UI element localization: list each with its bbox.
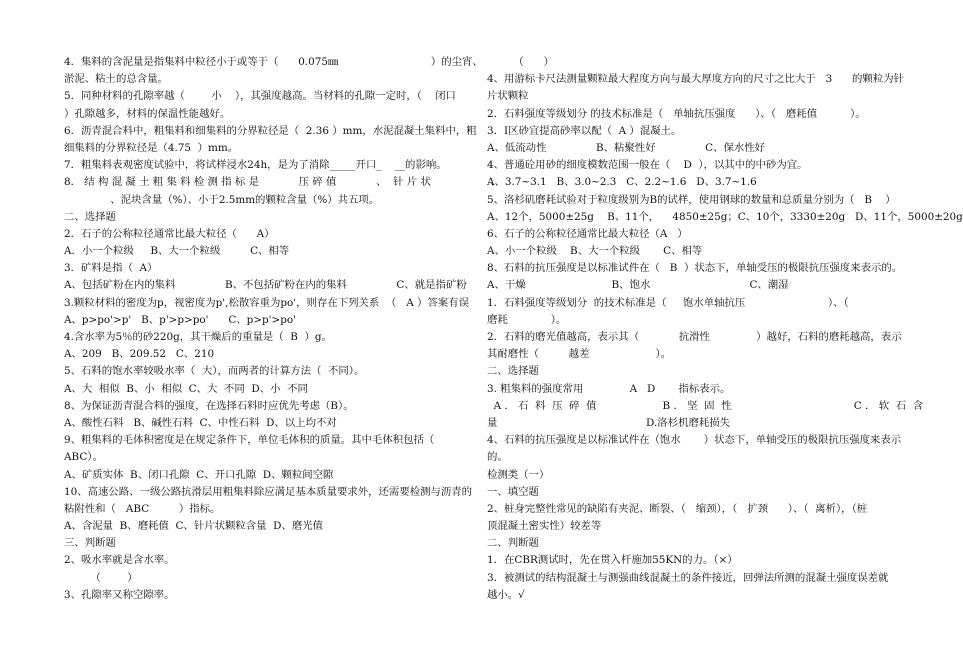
text-line: A、小一个粒级 B、大一个粒级 C、相等 <box>487 245 703 258</box>
text-line: A、矿质实体 B、闭口孔隙 C、开口孔隙 D、颗粒间空隙 <box>64 468 334 481</box>
text-line: 4.含水率为5％的砂220g，其干燥后的重量是（ B ）g。 <box>64 331 332 343</box>
text-line: 、泥块含量（%）、小于2.5mm的颗粒含量（%）共五项。 <box>64 193 380 206</box>
section-heading: 二、判断题 <box>487 537 539 550</box>
text-line: A、干燥 B、饱水 C、潮湿 <box>487 279 789 292</box>
text-line: 淤泥、粘土的总含量。 <box>64 73 168 86</box>
text-line: 量 D.洛杉机磨耗损失 <box>487 416 731 429</box>
section-heading: 一、填空题 <box>487 485 539 498</box>
text-line: A、包括矿粉在内的集料 B、不包括矿粉在内的集料 C、就是指矿粉 <box>64 279 467 292</box>
text-line: 磨耗 ）。 <box>487 313 567 326</box>
text-line: 顶混凝土密实性）较差等 <box>487 520 602 533</box>
text-line: 5、洛杉矶磨耗试验对于粒度级别为B的试样，使用钢球的数量和总质量分别为（ B ） <box>487 193 896 206</box>
section-heading: 三、判断题 <box>64 537 116 550</box>
section-heading: 二、选择题 <box>487 365 539 378</box>
text-line: A、大 相似 B、小 相似 C、大 不同 D、小 不同 <box>64 382 308 395</box>
text-line: A、12个，5000±25g B、11个， 4850±25g；C、10个，3330±20g D、11个，5000±20g <box>487 210 963 223</box>
text-line: 2．石料强度等级划分 的技术标准是（ 单轴抗压强度 ）、（ 磨耗值 ）。 <box>487 107 866 120</box>
text-line: 7．粗集料表观密度试验中，将试样浸水24h，是为了消除_____开口_ __的影响。 <box>64 159 447 172</box>
text-line: A、含泥量 B、磨耗值 C、针片状颗粒含量 D、磨光值 <box>64 520 324 533</box>
text-line: 3.颗粒材料的密度为p，视密度为p',松散容重为po'，则存在下列关系 （ A ）答案有误 <box>64 296 469 309</box>
section-heading: 检测类（一） <box>487 468 550 481</box>
text-line: 细集料的分界粒径是（4.75 ）mm。 <box>64 141 239 154</box>
text-line: 8、石料的抗压强度是以标准试件在（ B ）状态下，单轴受压的极限抗压强度来表示的。 <box>487 262 903 275</box>
text-line: 3．矿料是指（ A） <box>64 262 158 275</box>
right-column <box>487 54 963 604</box>
text-line: A、低流动性 B、粘聚性好 C、保水性好 <box>487 141 766 154</box>
text-line: 4、普通砼用砂的细度模数范围一般在（ D ），以其中的中砂为宜。 <box>487 159 808 172</box>
text-line: （ ） <box>487 56 555 68</box>
text-line: 2．石料的磨光值越高，表示其（ 抗滑性 ）越好，石料的磨耗越高，表示 <box>487 331 902 343</box>
text-line: 3、孔隙率又称空隙率。 <box>64 588 175 601</box>
text-line: 2．石子的公称粒径通常比最大粒径（ A） <box>64 227 275 240</box>
text-line: （ ） <box>64 571 138 584</box>
text-line: 3．Ⅰ区砂宜提高砂率以配（ A ）混凝土。 <box>487 124 682 137</box>
text-line: 6．沥青混合料中，粗集料和细集料的分界粒径是（ 2.36 ）mm，水泥混凝土集料中，粗 <box>64 124 477 137</box>
text-line: A、209 B、209.52 C、210 <box>64 348 215 361</box>
text-line: 10、高速公路、一级公路抗滑层用粗集料除应满足基本质量要求外，还需要检测与沥青的 <box>64 485 473 498</box>
text-line: 其耐磨性（ 越差 ）。 <box>487 348 672 361</box>
text-line: A、3.7~3.1 B、3.0~2.3 C、2.2~1.6 D、3.7~1.6 <box>487 176 757 189</box>
left-column <box>64 54 501 604</box>
text-line: 3．被测试的结构混凝土与测强曲线混凝土的条件接近，回弹法所测的混凝土强度误差就 <box>487 571 889 584</box>
text-line: 6、石子的公称粒径通常比最大粒径（A ） <box>487 227 688 240</box>
text-line: 9、粗集料的毛体积密度是在规定条件下，单位毛体积的质量。其中毛体积包括（ <box>64 434 435 447</box>
text-line: 5．同种材料的孔隙率越（ 小 ），其强度越高。当材料的孔隙一定时，（ 闭口 <box>64 90 456 103</box>
text-line: 4．集料的含泥量是指集料中粒径小于或等于（ 0.075㎜ ）的尘宵、 <box>64 56 483 68</box>
text-line: 片状颗粒 <box>487 90 529 103</box>
text-line: 4、石料的抗压强度是以标准试件在（饱水 ）状态下，单轴受压的极限抗压强度来表示 <box>487 434 902 447</box>
text-line: 8、为保证沥青混合料的强度，在选择石料时应优先考虑（B）。 <box>64 399 354 412</box>
text-line: ）孔隙越多，材料的保温性能越好。 <box>64 107 231 120</box>
text-line: 越小。√ <box>487 588 525 601</box>
text-line: 1．石料强度等级划分 的技术标准是（ 饱水单轴抗压 ）、（ <box>487 296 849 309</box>
text-line: A、p>po'>p' B、p'>p>po' C、p>p'>po' <box>64 313 296 326</box>
text-line: 粘附性和（ ABC ）指标。 <box>64 502 221 515</box>
text-line: 2、桩身完整性常见的缺陷有夹泥、断裂、（ 缩颈），（ 扩颈 ）、（ 离析），（桩 <box>487 502 868 515</box>
text-line: 2、吸水率就是含水率。 <box>64 554 175 567</box>
text-line: 5、石料的饱水率较吸水率（ 大），而两者的计算方法（ 不同）。 <box>64 365 365 378</box>
text-line: 4、用游标卡尺法测量颗粒最大程度方向与最大厚度方向的尺寸之比大于 3 的颗粒为针 <box>487 73 905 86</box>
section-heading: 二、选择题 <box>64 210 116 223</box>
text-line: 的。 <box>487 451 508 464</box>
text-line: 1．在CBR测试时，先在贯入杆施加55KN的力。（×） <box>487 554 738 567</box>
text-line: 8． 结 构 混 凝 土 粗 集 料 检 测 指 标 是 压 碎 值 、 针 片 状 、 <box>64 176 501 189</box>
text-line: ABC）。 <box>64 451 103 464</box>
text-line: A．小一个粒级 B、大一个粒级 C、相等 <box>64 245 290 258</box>
text-line: A ． 石 料 压 碎 值 B ． 坚 固 性 C ． 软 石 含 <box>487 399 924 412</box>
text-line: 3. 粗集料的强度常用 A D 指标表示。 <box>487 382 731 395</box>
text-line: A、酸性石料 B、碱性石料 C、中性石料 D、以上均不对 <box>64 416 337 429</box>
